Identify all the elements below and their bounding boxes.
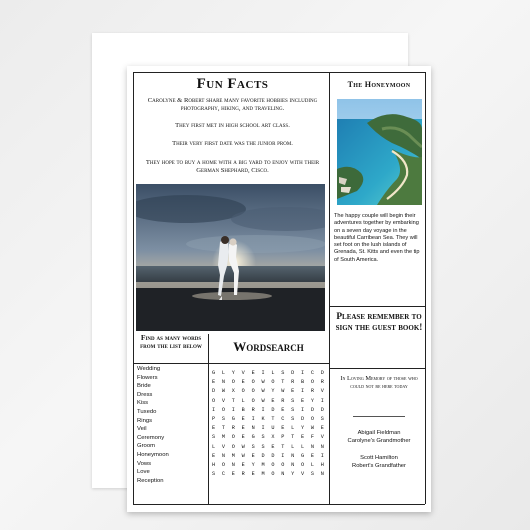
wordsearch-letter: C: [221, 471, 226, 478]
wordsearch-letter: O: [281, 461, 285, 468]
wordsearch-letter: P: [281, 434, 285, 441]
wordsearch-letter: H: [212, 461, 216, 468]
wordsearch-letter: S: [310, 471, 315, 478]
wordsearch-letter: W: [310, 425, 315, 432]
wordsearch-letter: O: [251, 397, 255, 404]
wordsearch-letter: X: [231, 388, 235, 395]
wordsearch-letter: V: [221, 397, 226, 404]
wordsearch-letter: O: [310, 415, 315, 422]
wordsearch-letter: T: [291, 434, 295, 441]
word-list-item: Veil: [137, 426, 147, 433]
wordsearch-row: [212, 424, 324, 433]
wordsearch-letter: S: [281, 370, 285, 376]
wordsearch-letter: M: [261, 471, 265, 478]
wordsearch-letter: T: [221, 425, 226, 432]
wordsearch-letter: D: [320, 406, 324, 413]
wordsearch-letter: I: [301, 370, 305, 376]
wordsearch-letter: W: [261, 388, 265, 395]
wordsearch-letter: D: [291, 370, 295, 376]
wordsearch-letter: O: [221, 461, 226, 468]
wordsearch-letter: D: [320, 370, 324, 376]
wordsearch-letter: E: [281, 406, 285, 413]
wordsearch-letter: L: [271, 370, 275, 376]
wordsearch-title: Wordsearch: [233, 339, 304, 354]
island-photo: [337, 99, 422, 205]
wordsearch-letter: N: [310, 443, 315, 450]
wordsearch-letter: D: [301, 415, 305, 422]
wordsearch-letter: I: [261, 370, 265, 376]
wordsearch-letter: E: [251, 471, 255, 478]
wordsearch-letter: T: [271, 415, 275, 422]
wordsearch-letter: O: [310, 379, 315, 386]
wordsearch-letter: T: [231, 397, 235, 404]
wordsearch-letter: F: [310, 434, 315, 441]
wordsearch-letter: S: [291, 397, 295, 404]
wordsearch-letter: E: [301, 397, 305, 404]
right-rule: [425, 72, 426, 504]
memorial-divider: [353, 416, 405, 417]
wordsearch-letter: W: [281, 388, 285, 395]
wordsearch-row: [212, 406, 324, 415]
wordsearch-letter: Y: [291, 471, 295, 478]
wordsearch-letter: R: [310, 388, 315, 395]
fun-fact-4: They hope to buy a home with a big yard to enjoy with their German Shephard, Cisco.: [145, 159, 320, 174]
wordsearch-letter: C: [281, 415, 285, 422]
wordsearch-letter: E: [241, 434, 245, 441]
wordsearch-letter: R: [281, 397, 285, 404]
word-list-item: Rings: [137, 417, 153, 424]
wordsearch-letter: M: [231, 452, 235, 459]
wordsearch-letter: O: [231, 379, 235, 386]
wordsearch-instructions: Find as many words from the list below: [140, 333, 202, 351]
wordsearch-letter: B: [241, 406, 245, 413]
wordsearch-letter: T: [281, 379, 285, 386]
wordsearch-letter: W: [221, 388, 226, 395]
wordsearch-letter: O: [271, 471, 275, 478]
wordsearch-row: [212, 452, 324, 461]
wordsearch-letter: E: [231, 471, 235, 478]
wordsearch-letter: V: [241, 370, 245, 376]
wordsearch-letter: K: [261, 415, 265, 422]
left-rule: [133, 72, 134, 504]
wedding-program-card: [127, 66, 431, 512]
right-column-rule-2: [329, 368, 425, 369]
wordsearch-letter: R: [251, 406, 255, 413]
wordsearch-letter: W: [241, 452, 245, 459]
wordsearch-letter: O: [212, 397, 216, 404]
top-rule: [133, 72, 425, 73]
wordsearch-letter: V: [221, 443, 226, 450]
wordsearch-letter: S: [291, 415, 295, 422]
left-column-rule: [133, 363, 329, 364]
memorial-name-1: Abigail Fieldman: [357, 430, 401, 436]
wordsearch-letter: W: [241, 443, 245, 450]
wordsearch-letter: N: [320, 471, 324, 478]
wordsearch-row: [212, 433, 324, 442]
wordsearch-letter: S: [221, 415, 226, 422]
wordsearch-letter: O: [301, 461, 305, 468]
wordsearch-letter: W: [261, 379, 265, 386]
fun-facts-title: Fun Facts: [196, 76, 269, 92]
bottom-rule: [133, 504, 425, 505]
wordsearch-letter: I: [301, 388, 305, 395]
wordsearch-letter: E: [241, 415, 245, 422]
word-list-item: Wedding: [137, 366, 161, 372]
word-list-item: Bride: [137, 383, 151, 390]
wordsearch-letter: N: [221, 379, 226, 386]
wordsearch-letter: P: [212, 415, 216, 422]
wordsearch-letter: I: [301, 406, 305, 413]
wordsearch-letter: L: [291, 443, 295, 450]
word-list-item: Ceremony: [137, 434, 165, 441]
wordsearch-letter: U: [271, 425, 275, 432]
wordsearch-letter: R: [291, 379, 295, 386]
wordsearch-letter: I: [261, 425, 265, 432]
wordsearch-letter: L: [301, 443, 305, 450]
wordsearch-letter: H: [320, 461, 324, 468]
wordsearch-letter: O: [271, 379, 275, 386]
wordsearch-letter: D: [271, 452, 275, 459]
memorial-name-2: Scott Hamilton: [360, 455, 398, 461]
wordsearch-letter: I: [231, 406, 235, 413]
wordsearch-letter: L: [241, 397, 245, 404]
wordsearch-letter: I: [320, 452, 324, 459]
wordsearch-letter: G: [251, 434, 255, 441]
fun-fact-2: They first met in high school art class.: [175, 122, 290, 129]
memorial-relation-2: Robert's Grandfather: [352, 463, 406, 469]
wordsearch-letter: Y: [301, 425, 305, 432]
wordsearch-row: [212, 369, 324, 378]
wordsearch-letter: D: [212, 388, 216, 395]
wordsearch-letter: I: [251, 415, 255, 422]
wordsearch-letter: E: [212, 379, 216, 386]
wordsearch-letter: Y: [251, 461, 255, 468]
wordsearch-letter: E: [241, 425, 245, 432]
wordsearch-letter: S: [212, 434, 216, 441]
wordsearch-letter: V: [320, 388, 324, 395]
wordsearch-letter: S: [261, 434, 265, 441]
wordsearch-letter: V: [320, 434, 324, 441]
wordsearch-letter: R: [320, 379, 324, 386]
word-list-item: Vows: [137, 460, 152, 467]
couple-beach-photo: [136, 184, 325, 331]
word-list-item: Reception: [137, 477, 164, 484]
wordsearch-letter: L: [212, 443, 216, 450]
fun-fact-3: Their very first date was the junior prom.: [172, 140, 293, 147]
wordsearch-letter: E: [281, 425, 285, 432]
guest-book-reminder: Please remember to sign the guest book!: [335, 312, 423, 333]
wordsearch-letter: L: [291, 425, 295, 432]
wordsearch-letter: E: [251, 370, 255, 376]
wordsearch-letter: E: [212, 425, 216, 432]
word-list-item: Tuxedo: [137, 408, 157, 415]
wordsearch-letter: C: [310, 370, 315, 376]
wordsearch-letter: O: [241, 388, 245, 395]
wordsearch-letter: D: [271, 406, 275, 413]
wordsearch-grid: [212, 369, 324, 479]
wordsearch-letter: O: [221, 406, 226, 413]
wordsearch-row: [212, 443, 324, 452]
wordsearch-letter: N: [281, 471, 285, 478]
wordsearch-letter: S: [320, 415, 324, 422]
wordsearch-row: [212, 387, 324, 396]
right-column-rule-1: [329, 306, 425, 307]
wordsearch-letter: O: [251, 388, 255, 395]
wordsearch-letter: E: [310, 452, 315, 459]
column-divider: [329, 72, 330, 504]
wordsearch-letter: O: [271, 461, 275, 468]
wordsearch-letter: E: [320, 425, 324, 432]
word-list: [137, 365, 205, 485]
wordsearch-letter: N: [291, 452, 295, 459]
wordsearch-letter: B: [301, 379, 305, 386]
wordsearch-letter: G: [212, 370, 216, 376]
wordsearch-letter: S: [251, 443, 255, 450]
wordsearch-row: [212, 415, 324, 424]
wordsearch-row: [212, 461, 324, 470]
honeymoon-description: The happy couple will begin their adventures together by embarking on a seven day voyage in the beautiful Carribean Sea. They will set foot on the lush islands of Grenada, St. Kitts and even the tip of South America.: [334, 213, 420, 263]
memorial-title: In Loving Memory of those who could not be here today: [340, 375, 418, 390]
wordsearch-row: [212, 378, 324, 387]
word-list-item: Dress: [137, 391, 153, 398]
wordsearch-letter: O: [231, 443, 235, 450]
wordsearch-letter: N: [291, 461, 295, 468]
wordsearch-letter: M: [261, 461, 265, 468]
wordsearch-letter: E: [271, 443, 275, 450]
wordsearch-letter: O: [231, 434, 235, 441]
wordsearch-letter: E: [291, 388, 295, 395]
wordsearch-letter: D: [310, 406, 315, 413]
wordsearch-letter: S: [261, 443, 265, 450]
wordsearch-letter: D: [261, 452, 265, 459]
wordsearch-letter: L: [221, 370, 226, 376]
wordsearch-letter: R: [241, 471, 245, 478]
wordsearch-letter: G: [231, 415, 235, 422]
wordsearch-letter: R: [231, 425, 235, 432]
wordsearch-letter: V: [301, 471, 305, 478]
wordsearch-letter: Y: [231, 370, 235, 376]
memorial-relation-1: Carolyne's Grandmother: [347, 438, 411, 444]
wordsearch-letter: G: [301, 452, 305, 459]
wordsearch-letter: T: [281, 443, 285, 450]
wordsearch-letter: E: [241, 461, 245, 468]
wordsearch-letter: E: [241, 379, 245, 386]
wordsearch-letter: N: [251, 425, 255, 432]
honeymoon-title: The Honeymoon: [347, 80, 411, 89]
wordsearch-letter: N: [231, 461, 235, 468]
wordsearch-letter: Y: [310, 397, 315, 404]
wordsearch-letter: E: [301, 434, 305, 441]
wordsearch-letter: N: [221, 452, 226, 459]
wordsearch-letter: I: [261, 406, 265, 413]
wordsearch-letter: S: [291, 406, 295, 413]
wordsearch-letter: X: [271, 434, 275, 441]
wordsearch-letter: N: [320, 443, 324, 450]
wordlist-divider: [208, 334, 209, 504]
wordsearch-letter: E: [212, 452, 216, 459]
word-list-item: Kiss: [137, 400, 149, 407]
wordsearch-letter: I: [281, 452, 285, 459]
word-list-item: Honeymoon: [137, 451, 169, 458]
word-list-item: Love: [137, 469, 150, 476]
wordsearch-letter: I: [320, 397, 324, 404]
wordsearch-letter: Y: [271, 388, 275, 395]
wordsearch-letter: E: [251, 452, 255, 459]
word-list-item: Flowers: [137, 374, 158, 381]
wordsearch-letter: I: [212, 406, 216, 413]
wordsearch-row: [212, 397, 324, 406]
wordsearch-row: [212, 470, 324, 479]
fun-fact-1: Carolyne & Robert share many favorite hobbies including photography, hiking, and traveling.: [147, 97, 318, 112]
wordsearch-letter: O: [251, 379, 255, 386]
word-list-item: Groom: [137, 443, 156, 450]
wordsearch-letter: E: [271, 397, 275, 404]
wordsearch-letter: M: [221, 434, 226, 441]
wordsearch-letter: W: [261, 397, 265, 404]
wordsearch-letter: L: [310, 461, 315, 468]
wordsearch-letter: S: [212, 471, 216, 478]
